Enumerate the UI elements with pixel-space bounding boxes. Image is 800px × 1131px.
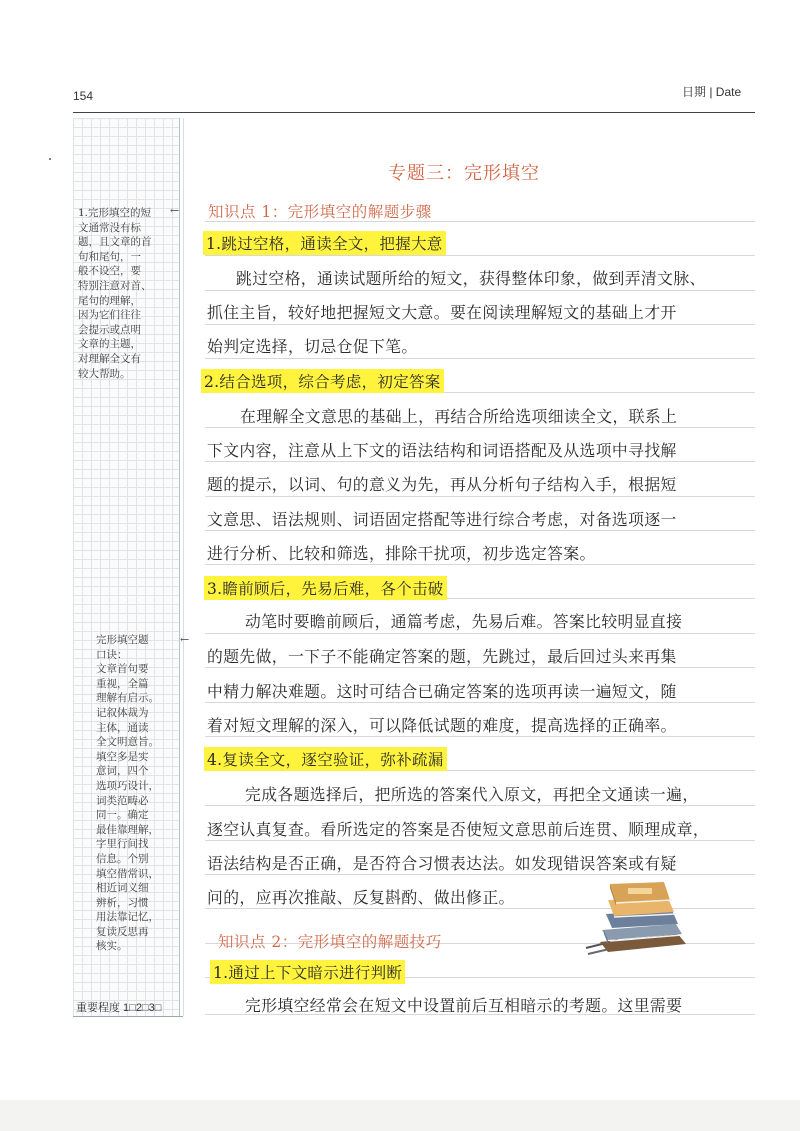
step-3-heading: 3.瞻前顾后，先易后难，各个击破 [204,576,447,600]
ruled-line [205,530,755,531]
ruled-line [205,633,755,634]
ruled-line [205,840,755,841]
importance-rating: 重要程度 1□2□3□ [76,1002,162,1014]
arrow-left-icon: ← [170,204,180,217]
date-label: 日期 | Date [682,85,742,99]
step-2-line: 在理解全文意思的基础上，再结合所给选项细读全文，联系上 [240,407,678,426]
step-1-heading: 1.跳过空格，通读全文，把握大意 [203,231,446,255]
margin-note-mnemonic: 完形填空题 口诀： 文章首句要 重视，全篇 理解有启示。 记叙体裁为 主体，通读 全文明意旨。 填空多是实 意词，四个 选项巧设计， 词类范畴必 同一。确定 最佳靠理解， 字里行间找 信息。个别 填空借常识， 相近词义细 辨析，习惯 用法靠记忆， 复读反思再 核实。 [96,634,159,953]
step-4-line: 完成各题选择后，把所选的答案代入原文，再把全文通读一遍， [245,785,699,804]
margin-divider-inner [183,118,184,1016]
ruled-line [205,427,755,428]
ruled-line [205,805,755,806]
ruled-line [205,324,755,325]
technique-1-line: 完形填空经常会在短文中设置前后互相暗示的考题。这里需要 [245,996,683,1015]
ruled-line [205,702,755,703]
header-rule [73,112,755,113]
stray-dot [49,158,51,160]
step-2-line: 文意思、语法规则、词语固定搭配等进行综合考虑，对备选项逐一 [207,510,677,529]
page-number: 154 [73,89,94,103]
step-1-line: 跳过空格，通读试题所给的短文，获得整体印象，做到弄清文脉、 [236,269,706,288]
step-4-line: 逐空认真复查。看所选定的答案是否使短文意思前后连贯、顺理成章， [207,820,710,839]
knowledge-point-2-heading: 知识点 2：完形填空的解题技巧 [218,933,442,951]
step-2-line: 题的提示，以词、句的意义为先，再从分析句子结构入手，根据短 [207,475,677,494]
ruled-line [205,255,755,256]
ruled-line [205,496,755,497]
step-4-line: 语法结构是否正确，是否符合习惯表达法。如发现错误答案或有疑 [207,854,677,873]
step-2-heading: 2.结合选项，综合考虑，初定答案 [201,369,444,393]
ruled-line [205,461,755,462]
technique-1-heading: 1.通过上下文暗示进行判断 [210,960,405,984]
step-3-line: 动笔时要瞻前顾后，通篇考虑，先易后难。答案比较明显直接 [245,612,683,631]
step-3-line: 的题先做，一下子不能确定答案的题，先跳过，最后回过头来再集 [207,647,677,666]
arrow-left-icon: ← [180,633,190,646]
ruled-line [205,667,755,668]
books-icon [582,870,692,960]
step-3-line: 中精力解决难题。这时可结合已确定答案的选项再读一遍短文，随 [207,682,677,701]
step-4-heading: 4.复读全文，逐空验证，弥补疏漏 [204,747,447,771]
step-1-line: 抓住主旨，较好地把握短文大意。要在阅读理解短文的基础上才开 [207,303,677,322]
ruled-line [205,736,755,737]
ruled-line [205,564,755,565]
margin-bottom-rule [73,1016,183,1017]
ruled-line [205,290,755,291]
margin-divider [179,118,180,1016]
knowledge-point-1-heading: 知识点 1：完形填空的解题步骤 [208,203,432,221]
page-bottom-edge [0,1100,800,1131]
margin-note-structure: 1.完形填空的短 文通常没有标 题，且文章的首 句和尾句，一 般不设空，要 特别注意对首、 尾句的理解， 因为它们往往 会提示或点明 文章的主题， 对理解全文有 较大帮助。 [78,207,152,380]
step-1-line: 始判定选择，切忌仓促下笔。 [207,337,418,356]
step-2-line: 下文内容，注意从上下文的语法结构和词语搭配及从选项中寻找解 [207,441,677,460]
page-title: 专题三：完形填空 [388,163,540,184]
step-3-line: 着对短文理解的深入，可以降低试题的难度，提高选择的正确率。 [207,716,677,735]
step-4-line: 问的，应再次推敲、反复斟酌、做出修正。 [207,888,515,907]
step-2-line: 进行分析、比较和筛选，排除干扰项，初步选定答案。 [207,544,596,563]
ruled-line [205,358,755,359]
